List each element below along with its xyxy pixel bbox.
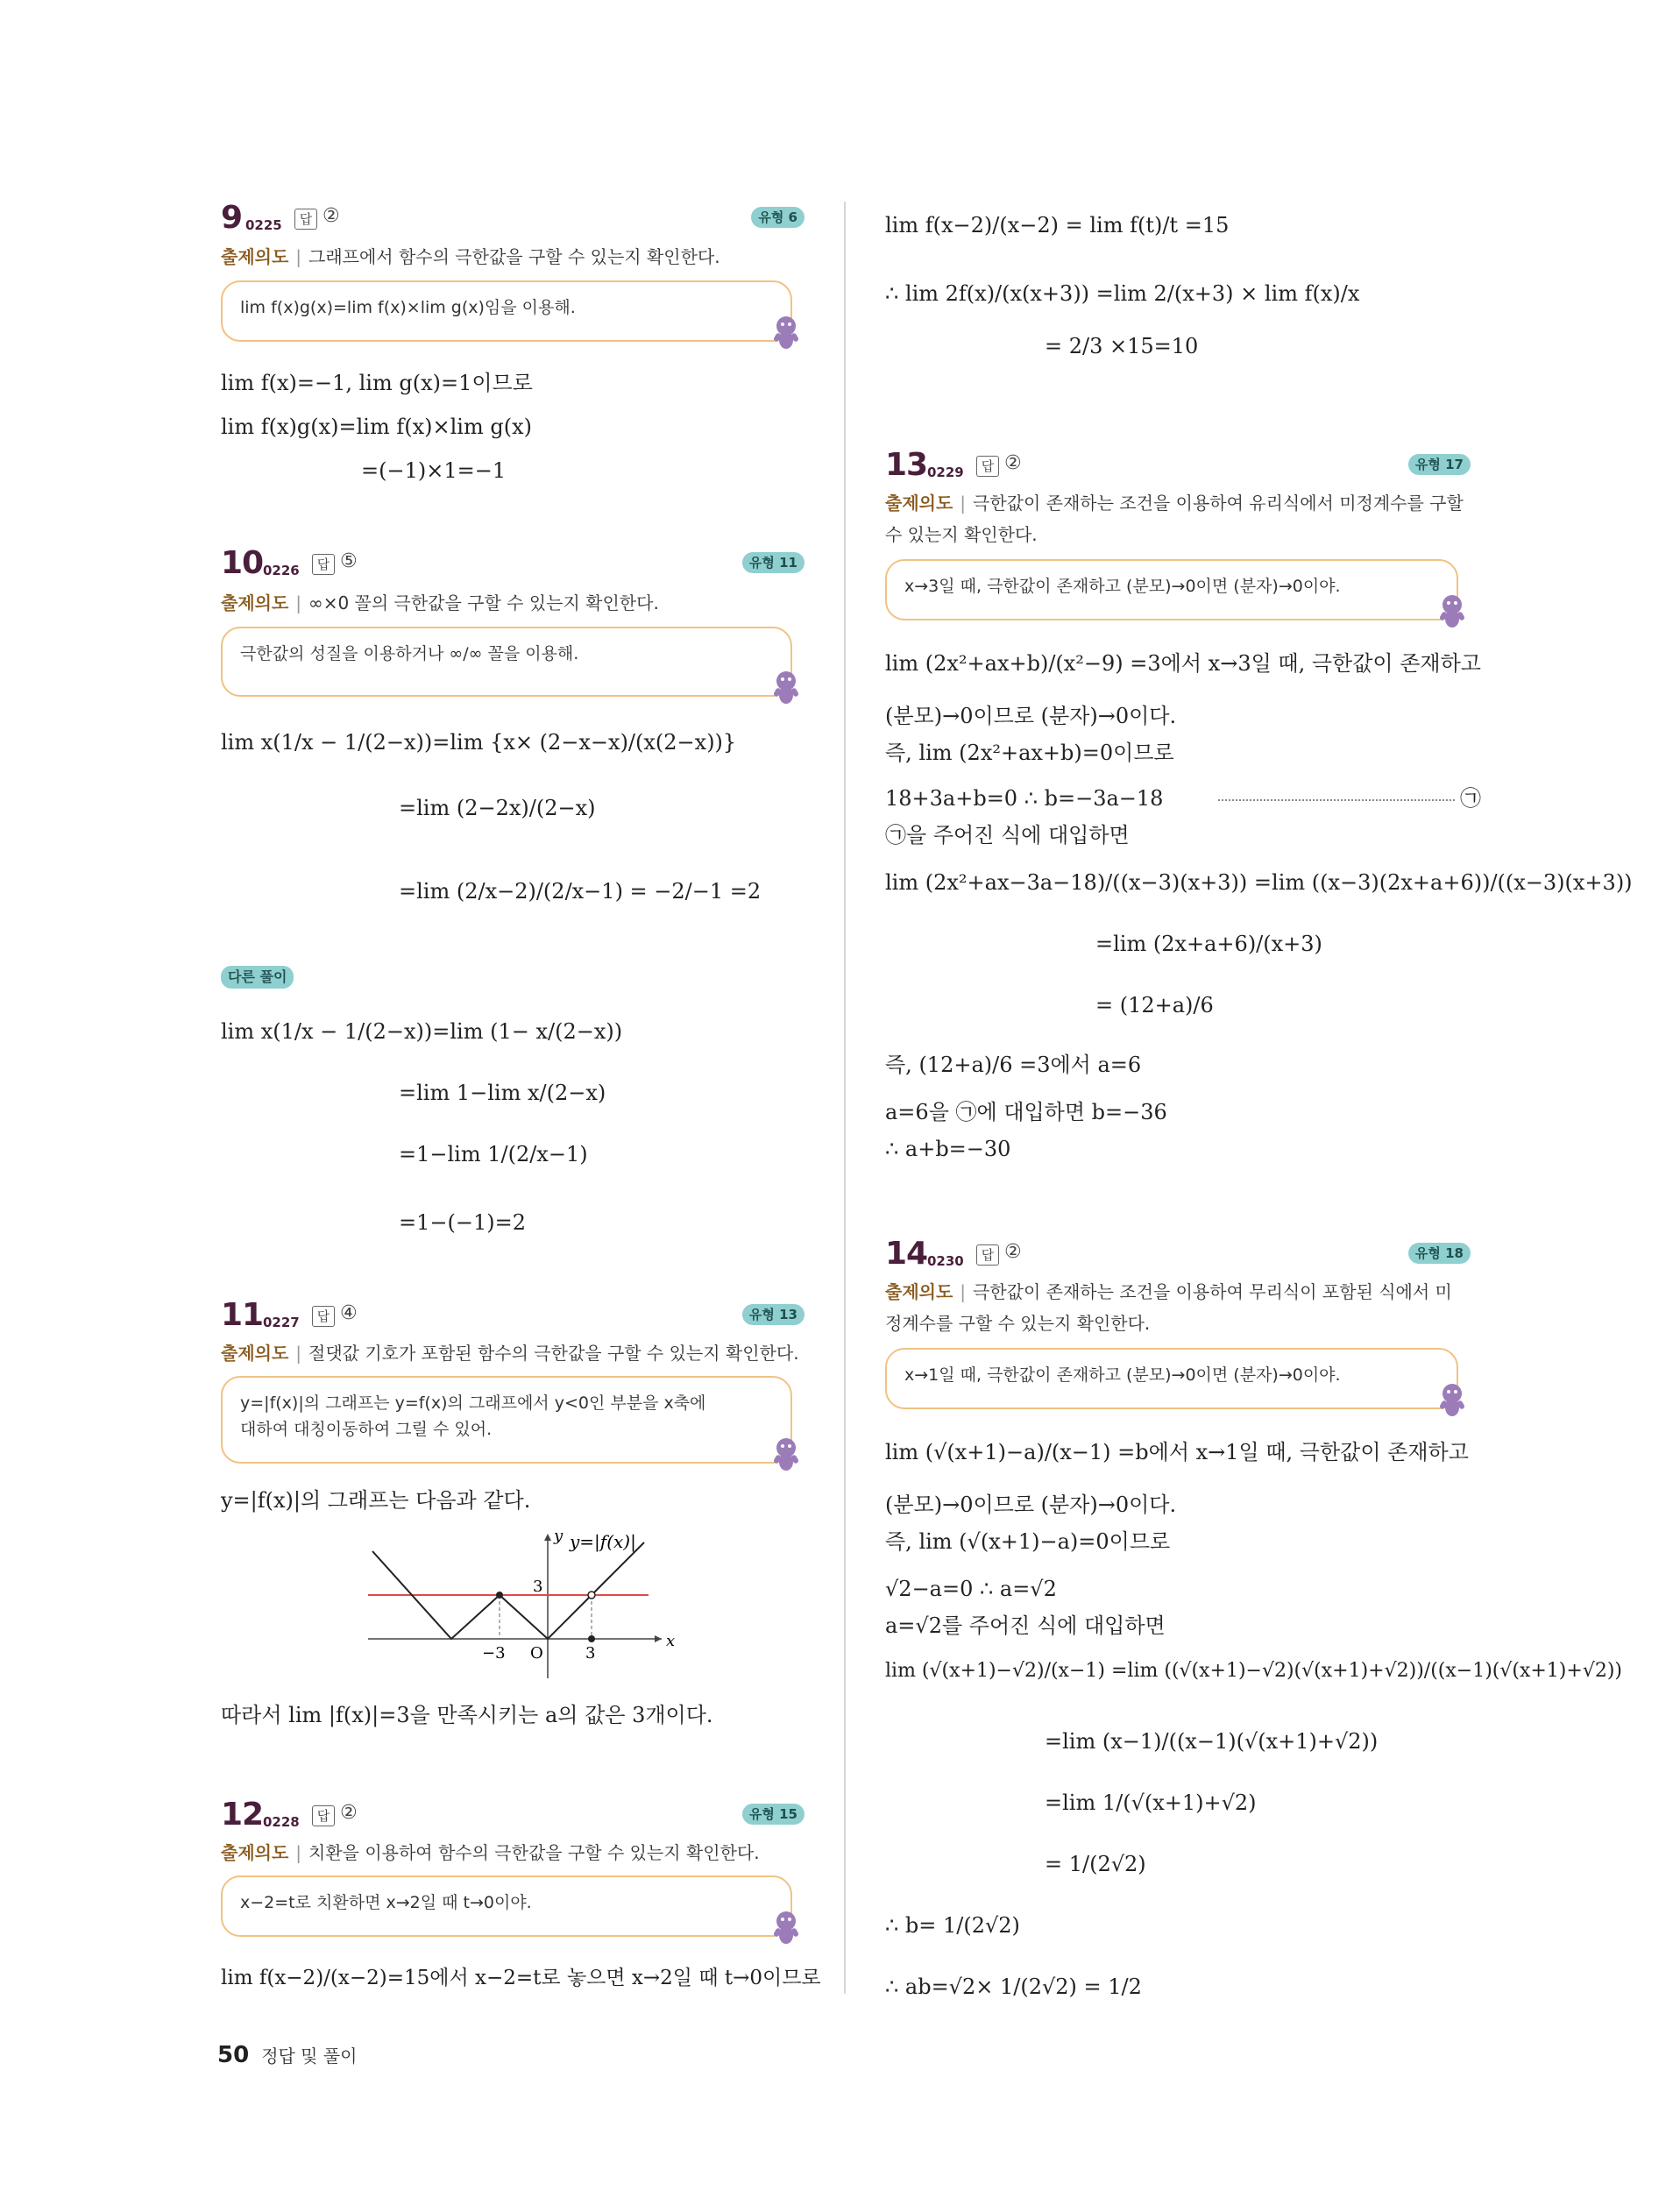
q13-line-5: ㉠을 주어진 식에 대입하면 — [885, 823, 1130, 847]
q14-line-7: =lim (x−1)/((x−1)(√(x+1)+√2)) — [1045, 1729, 1379, 1754]
mascot-icon — [769, 314, 803, 352]
q9-line-1: lim f(x)=−1, lim g(x)=1이므로 — [221, 371, 533, 395]
q10-alt-line-2: =lim 1−lim x/(2−x) — [399, 1081, 606, 1105]
q10-line-2: =lim (2−2x)/(2−x) — [399, 796, 596, 820]
q13-intent: 출제의도 | 극한값이 존재하는 조건을 이용하여 유리식에서 미정계수를 구할 수 있는지 확인한다. — [885, 487, 1490, 550]
dotted-leader — [1218, 799, 1455, 801]
q14-line-10: ∴ b= 1/(2√2) — [885, 1913, 1020, 1938]
q10-hint-box — [221, 627, 792, 697]
answer-box-icon: 답 — [312, 1805, 335, 1826]
q10-alt-line-3: =1−lim 1/(2/x−1) — [399, 1142, 588, 1166]
q9-line-2: lim f(x)g(x)=lim f(x)×lim g(x) — [221, 415, 532, 439]
q12-line-4: = 2/3 ×15=10 — [1045, 334, 1199, 358]
intent-label: 출제의도 — [221, 592, 289, 613]
q10-header — [221, 545, 805, 580]
q11-answer: ④ — [340, 1302, 358, 1324]
intent-text: 그래프에서 함수의 극한값을 구할 수 있는지 확인한다. — [308, 246, 720, 267]
q9-code: 0225 — [245, 217, 282, 233]
intent-text-1: 극한값이 존재하는 조건을 이용하여 유리식에서 미정계수를 구할 — [973, 493, 1464, 514]
mascot-icon — [769, 1436, 803, 1474]
q10-line-1: lim x(1/x − 1/(2−x))=lim {x× (2−x−x)/(x(2−x))} — [221, 730, 737, 755]
q14-line-3: 즉, lim (√(x+1)−a)=0이므로 — [885, 1529, 1171, 1554]
intent-label: 출제의도 — [221, 246, 289, 267]
footer-label: 정답 및 풀이 — [261, 2046, 358, 2067]
hint-text: 극한값의 성질을 이용하거나 ∞/∞ 꼴을 이용해. — [240, 644, 579, 663]
intent-text: ∞×0 꼴의 극한값을 구할 수 있는지 확인한다. — [308, 592, 659, 613]
hint-text: x→1일 때, 극한값이 존재하고 (분모)→0이면 (분자)→0이야. — [904, 1365, 1341, 1385]
mascot-icon — [1435, 1381, 1469, 1420]
q14-line-4: √2−a=0 ∴ a=√2 — [885, 1577, 1057, 1601]
q11-hint-box — [221, 1376, 792, 1464]
q9-answer: ② — [323, 205, 340, 227]
abs-f-graph — [359, 1525, 675, 1683]
tick-neg-3: −3 — [482, 1644, 506, 1663]
hint-text: x→3일 때, 극한값이 존재하고 (분모)→0이면 (분자)→0이야. — [904, 577, 1341, 596]
q9-header — [221, 200, 805, 235]
hint-text-2: 대하여 대칭이동하여 그릴 수 있어. — [240, 1420, 493, 1439]
q14-line-8: =lim 1/(√(x+1)+√2) — [1045, 1790, 1257, 1815]
q10-code: 0226 — [263, 563, 300, 578]
answer-box-icon: 답 — [976, 456, 999, 477]
graph-curve — [372, 1542, 644, 1639]
q10-intent: 출제의도 | ∞×0 꼴의 극한값을 구할 수 있는지 확인한다. — [221, 592, 659, 613]
q9-intent: 출제의도 | 그래프에서 함수의 극한값을 구할 수 있는지 확인한다. — [221, 246, 720, 267]
q13-line-1: lim (2x²+ax+b)/(x²−9) =3에서 x→3일 때, 극한값이 존재하고 — [885, 651, 1481, 676]
q13-hint-box — [885, 559, 1458, 620]
q11-code: 0227 — [263, 1315, 300, 1330]
q12-line-3: ∴ lim 2f(x)/(x(x+3)) =lim 2/(x+3) × lim f(x)/x — [885, 281, 1360, 306]
q13-line-9: 즉, (12+a)/6 =3에서 a=6 — [885, 1053, 1142, 1077]
intent-text: 치환을 이용하여 함수의 극한값을 구할 수 있는지 확인한다. — [308, 1842, 760, 1863]
q9-line-3: =(−1)×1=−1 — [361, 458, 507, 483]
q13-line-3: 즉, lim (2x²+ax+b)=0이므로 — [885, 741, 1174, 765]
answer-box-icon: 답 — [312, 554, 335, 575]
q10-type-badge: 유형 11 — [742, 552, 805, 573]
q13-line-7: =lim (2x+a+6)/(x+3) — [1095, 932, 1322, 956]
point-closed — [496, 1592, 503, 1599]
tick-y-3: 3 — [533, 1578, 543, 1596]
x-axis-label: x — [666, 1632, 675, 1650]
intent-text-1: 극한값이 존재하는 조건을 이용하여 무리식이 포함된 식에서 미 — [973, 1281, 1452, 1302]
q11-type-badge: 유형 13 — [742, 1304, 805, 1325]
intent-label: 출제의도 — [221, 1343, 289, 1364]
q12-type-badge: 유형 15 — [742, 1804, 805, 1825]
q14-intent: 출제의도 | 극한값이 존재하는 조건을 이용하여 무리식이 포함된 식에서 미 정계수를 구할 수 있는지 확인한다. — [885, 1276, 1490, 1339]
q11-number: 11 — [221, 1297, 264, 1333]
hint-text: x−2=t로 치환하면 x→2일 때 t→0이야. — [240, 1893, 532, 1912]
q12-hint-box — [221, 1875, 792, 1937]
q12-header — [221, 1797, 805, 1832]
q14-number: 14 — [885, 1236, 928, 1272]
q12-line-1: lim f(x−2)/(x−2)=15에서 x−2=t로 놓으면 x→2일 때 t→0이므로 — [221, 1967, 821, 1989]
q14-line-1: lim (√(x+1)−a)/(x−1) =b에서 x→1일 때, 극한값이 존재하고 — [885, 1440, 1469, 1464]
q14-line-5: a=√2를 주어진 식에 대입하면 — [885, 1613, 1166, 1638]
q12-intent: 출제의도 | 치환을 이용하여 함수의 극한값을 구할 수 있는지 확인한다. — [221, 1842, 760, 1863]
q13-number: 13 — [885, 447, 928, 483]
column-divider — [844, 202, 846, 1994]
q13-line-10: a=6을 ㉠에 대입하면 b=−36 — [885, 1100, 1167, 1124]
q14-answer: ② — [1004, 1241, 1022, 1263]
q13-line-6: lim (2x²+ax−3a−18)/((x−3)(x+3)) =lim ((x−3)(2x+a+6))/((x−3)(x+3)) — [885, 870, 1633, 895]
q10-line-3: =lim (2/x−2)/(2/x−1) = −2/−1 =2 — [399, 879, 762, 904]
intent-text-2: 수 있는지 확인한다. — [885, 524, 1038, 545]
answer-box-icon: 답 — [294, 209, 317, 230]
q10-alt-line-4: =1−(−1)=2 — [399, 1210, 526, 1235]
q13-line-4: 18+3a+b=0 ∴ b=−3a−18 — [885, 786, 1164, 811]
alt-solution-badge: 다른 풀이 — [221, 966, 294, 989]
point-on-axis — [588, 1635, 595, 1642]
circled-mark: ㉠ — [1460, 786, 1481, 811]
q9-hint-box — [221, 280, 792, 342]
q10-answer: ⑤ — [340, 550, 358, 572]
mascot-icon — [769, 669, 803, 707]
y-axis-label: y — [554, 1527, 564, 1545]
q14-line-2: (분모)→0이므로 (분자)→0이다. — [885, 1493, 1177, 1517]
tick-pos-3: 3 — [585, 1644, 596, 1663]
q14-line-6: lim (√(x+1)−√2)/(x−1) =lim ((√(x+1)−√2)(√(x+1)+√2))/((x−1)(√(x+1)+√2)) — [885, 1660, 1622, 1682]
q11-intent: 출제의도 | 절댓값 기호가 포함된 함수의 극한값을 구할 수 있는지 확인한다. — [221, 1343, 799, 1364]
intent-label: 출제의도 — [885, 493, 953, 514]
answer-box-icon: 답 — [312, 1306, 335, 1327]
q14-line-9: = 1/(2√2) — [1045, 1852, 1146, 1876]
q13-type-badge: 유형 17 — [1408, 454, 1471, 475]
q10-number: 10 — [221, 545, 264, 581]
intent-label: 출제의도 — [885, 1281, 953, 1302]
q14-hint-box — [885, 1348, 1458, 1409]
q14-header — [885, 1236, 1471, 1271]
q13-line-2: (분모)→0이므로 (분자)→0이다. — [885, 704, 1177, 728]
q13-line-11: ∴ a+b=−30 — [885, 1137, 1011, 1161]
y-axis-arrow — [544, 1534, 551, 1541]
mascot-icon — [769, 1909, 803, 1947]
q14-line-11: ∴ ab=√2× 1/(2√2) = 1/2 — [885, 1975, 1142, 1999]
hint-text: lim f(x)g(x)=lim f(x)×lim g(x)임을 이용해. — [240, 298, 576, 317]
q12-answer: ② — [340, 1802, 358, 1824]
mascot-icon — [1435, 592, 1469, 631]
q9-number: 9 — [221, 200, 243, 236]
q14-code: 0230 — [927, 1253, 964, 1269]
q14-type-badge: 유형 18 — [1408, 1243, 1471, 1264]
q13-code: 0229 — [927, 464, 964, 480]
q13-header — [885, 447, 1471, 482]
intent-text: 절댓값 기호가 포함된 함수의 극한값을 구할 수 있는지 확인한다. — [308, 1343, 799, 1364]
page-number: 50 — [217, 2042, 250, 2068]
q12-line-2: lim f(x−2)/(x−2) = lim f(t)/t =15 — [885, 213, 1230, 238]
q13-line-8: = (12+a)/6 — [1095, 993, 1214, 1017]
q9-type-badge: 유형 6 — [751, 207, 805, 228]
q12-number: 12 — [221, 1797, 264, 1833]
q11-line-2: 따라서 lim |f(x)|=3을 만족시키는 a의 값은 3개이다. — [221, 1703, 713, 1727]
q12-code: 0228 — [263, 1814, 300, 1830]
x-axis-arrow — [655, 1635, 662, 1642]
origin-label: O — [530, 1644, 543, 1663]
answer-box-icon: 답 — [976, 1244, 999, 1266]
hint-text-1: y=|f(x)|의 그래프는 y=f(x)의 그래프에서 y<0인 부분을 x축에 — [240, 1393, 706, 1413]
q11-line-1: y=|f(x)|의 그래프는 다음과 같다. — [221, 1488, 531, 1513]
page-footer — [217, 2042, 358, 2068]
intent-text-2: 정계수를 구할 수 있는지 확인한다. — [885, 1313, 1151, 1334]
q13-answer: ② — [1004, 452, 1022, 474]
point-open — [588, 1592, 595, 1599]
q10-alt-line-1: lim x(1/x − 1/(2−x))=lim (1− x/(2−x)) — [221, 1019, 623, 1044]
graph-label: y=|f(x)| — [570, 1531, 636, 1552]
intent-label: 출제의도 — [221, 1842, 289, 1863]
q11-header — [221, 1297, 805, 1332]
